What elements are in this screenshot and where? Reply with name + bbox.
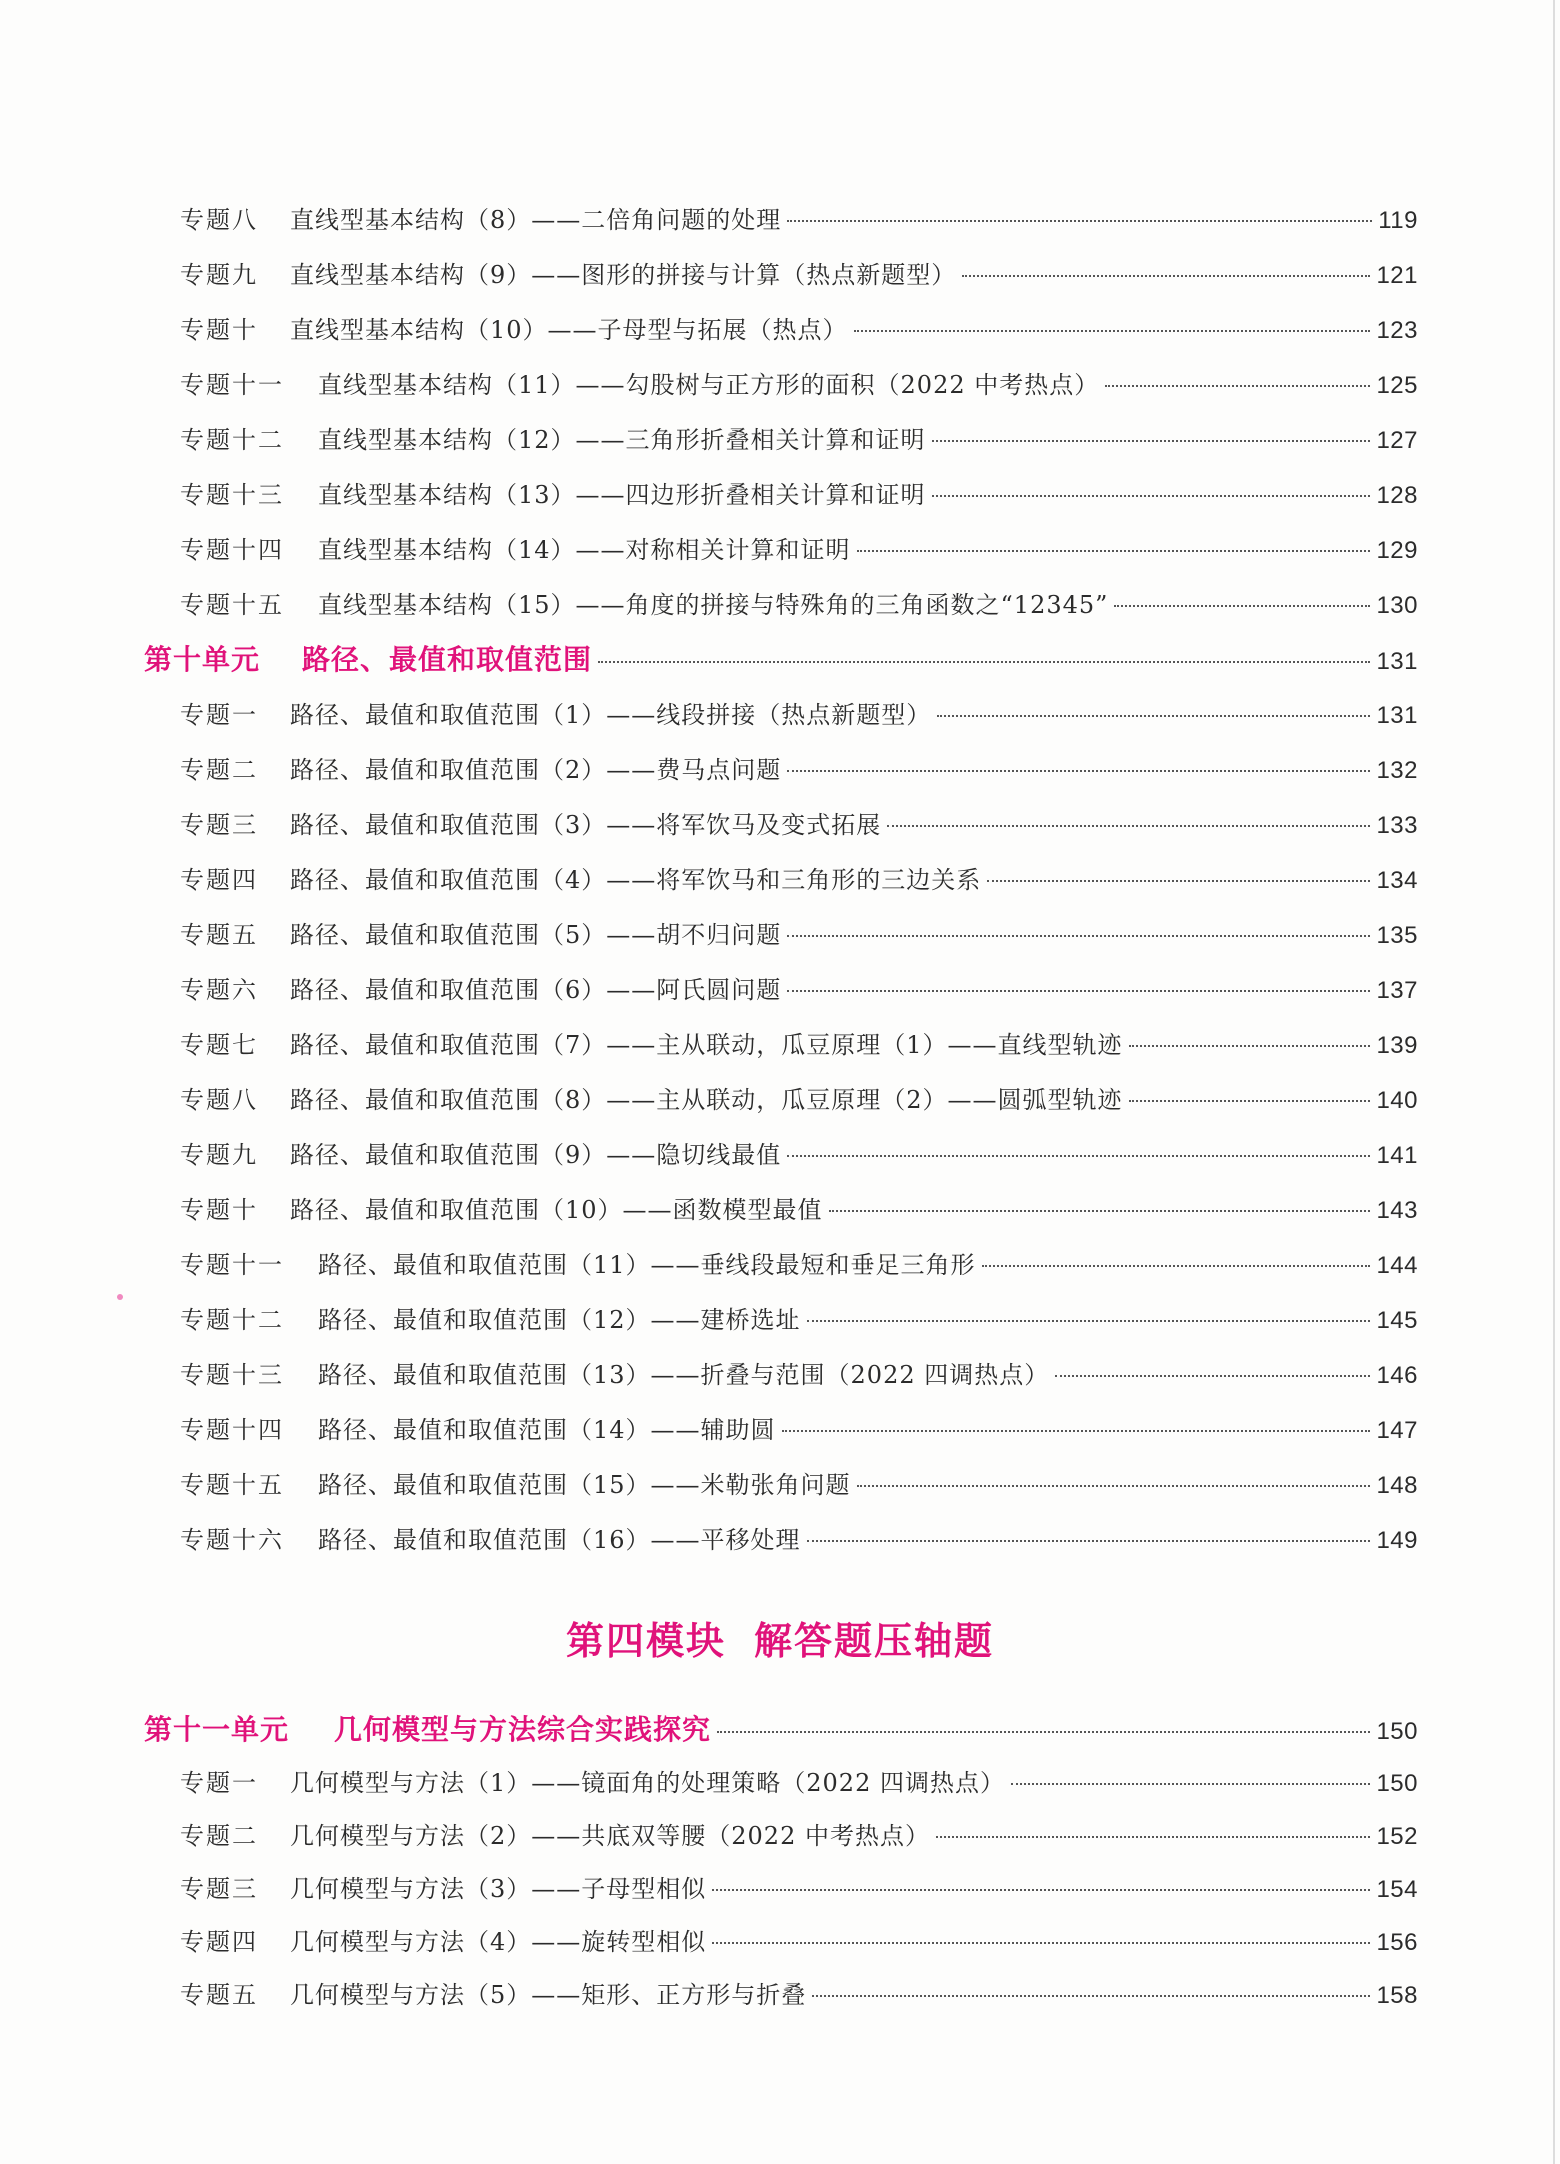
page-number: 150 [1376, 1770, 1418, 1797]
page-number: 146 [1376, 1362, 1418, 1389]
entry-label: 专题七 [180, 1031, 258, 1059]
toc-unit-entry[interactable] [0, 634, 1560, 686]
entry-title-line [290, 964, 1418, 1017]
entry-label: 第十一单元 [144, 1713, 290, 1746]
dot-leader [807, 1540, 1371, 1542]
dot-leader [887, 825, 1370, 827]
module-heading [0, 1610, 1560, 1665]
entry-title: 直线型基本结构（10）——子母型与拓展（热点） [290, 316, 848, 344]
entry-title: 直线型基本结构（9）——图形的拼接与计算（热点新题型） [290, 261, 957, 289]
entry-title: 路径、最值和取值范围（13）——折叠与范围（2022 四调热点） [318, 1361, 1050, 1389]
page-number: 131 [1376, 702, 1418, 729]
entry-label: 专题十四 [180, 1416, 284, 1444]
entry-title-line [318, 1404, 1418, 1457]
entry-title: 路径、最值和取值范围（3）——将军饮马及变式拓展 [290, 811, 882, 839]
toc-entry[interactable] [0, 1129, 1560, 1181]
dot-leader [1129, 1100, 1371, 1102]
toc-entry[interactable] [0, 359, 1560, 411]
toc-entry[interactable] [0, 249, 1560, 301]
dot-leader [787, 220, 1372, 222]
entry-title-line [290, 909, 1418, 962]
entry-label: 专题一 [180, 1769, 258, 1797]
entry-label: 专题九 [180, 1141, 258, 1169]
entry-label: 专题十一 [180, 371, 284, 399]
entry-title-line [318, 1349, 1418, 1402]
entry-label: 专题十四 [180, 536, 284, 564]
dot-leader [1129, 1045, 1371, 1047]
dot-leader [962, 275, 1370, 277]
entry-label: 专题八 [180, 206, 258, 234]
toc-entry[interactable] [0, 304, 1560, 356]
entry-label: 专题十六 [180, 1526, 284, 1554]
dot-leader [812, 1995, 1370, 1997]
entry-label: 专题五 [180, 921, 258, 949]
entry-title-line [302, 634, 1418, 688]
entry-title-line [318, 1294, 1418, 1347]
toc-entry[interactable] [0, 1757, 1560, 1809]
entry-title-line [318, 414, 1418, 467]
entry-title-line [318, 1239, 1418, 1292]
dot-leader [712, 1889, 1370, 1891]
entry-title: 路径、最值和取值范围（15）——米勒张角问题 [318, 1471, 851, 1499]
page-number: 158 [1376, 1982, 1418, 2009]
page-number: 141 [1376, 1142, 1418, 1169]
page-number: 149 [1376, 1527, 1418, 1554]
page-number: 152 [1376, 1823, 1418, 1850]
page-number: 128 [1376, 482, 1418, 509]
dot-leader [782, 1430, 1371, 1432]
entry-label: 专题十一 [180, 1251, 284, 1279]
page-number: 121 [1376, 262, 1418, 289]
entry-title-line [290, 249, 1418, 302]
dot-leader [829, 1210, 1371, 1212]
entry-label: 专题二 [180, 1822, 258, 1850]
toc-entry[interactable] [0, 1810, 1560, 1862]
page-number: 132 [1376, 757, 1418, 784]
entry-label: 专题十五 [180, 591, 284, 619]
page-number: 130 [1376, 592, 1418, 619]
entry-title-line [290, 1019, 1418, 1072]
entry-title-line [290, 1969, 1418, 2022]
page-number: 125 [1376, 372, 1418, 399]
entry-title: 路径、最值和取值范围（2）——费马点问题 [290, 756, 782, 784]
page-number: 150 [1376, 1718, 1418, 1745]
entry-title-line [318, 579, 1418, 632]
toc-entry[interactable] [0, 689, 1560, 741]
entry-title: 路径、最值和取值范围（6）——阿氏圆问题 [290, 976, 782, 1004]
entry-title: 路径、最值和取值范围（4）——将军饮马和三角形的三边关系 [290, 866, 982, 894]
entry-title-line [290, 1810, 1418, 1863]
dot-leader [1011, 1783, 1370, 1785]
toc-entry[interactable] [0, 1916, 1560, 1968]
dot-leader [787, 770, 1370, 772]
entry-title-line [290, 1757, 1418, 1810]
dot-leader [712, 1942, 1370, 1944]
page-number: 144 [1376, 1252, 1418, 1279]
dot-leader [987, 880, 1370, 882]
page-number: 119 [1378, 207, 1418, 234]
page-number: 154 [1376, 1876, 1418, 1903]
entry-label: 专题十二 [180, 1306, 284, 1334]
toc-entry[interactable] [0, 964, 1560, 1016]
toc-entry[interactable] [0, 1184, 1560, 1236]
entry-title-line [290, 689, 1418, 742]
entry-label: 专题十 [180, 316, 258, 344]
toc-entry[interactable] [0, 1459, 1560, 1511]
page-number: 137 [1376, 977, 1418, 1004]
entry-label: 专题一 [180, 701, 258, 729]
toc-entry[interactable] [0, 194, 1560, 246]
entry-label: 专题九 [180, 261, 258, 289]
entry-title: 直线型基本结构（15）——角度的拼接与特殊角的三角函数之“12345” [318, 591, 1109, 619]
page-number: 147 [1376, 1417, 1418, 1444]
page-number: 123 [1376, 317, 1418, 344]
page-number: 135 [1376, 922, 1418, 949]
entry-title-line [290, 854, 1418, 907]
entry-title-line [334, 1704, 1418, 1758]
dot-leader [807, 1320, 1371, 1322]
dot-leader [1055, 1375, 1370, 1377]
page-number: 143 [1376, 1197, 1418, 1224]
page-number: 156 [1376, 1929, 1418, 1956]
entry-title: 几何模型与方法（1）——镜面角的处理策略（2022 四调热点） [290, 1769, 1005, 1797]
entry-label: 专题四 [180, 866, 258, 894]
page-number: 145 [1376, 1307, 1418, 1334]
toc-entry[interactable] [0, 1239, 1560, 1291]
module-label: 第四模块 [565, 1618, 726, 1663]
toc-entry[interactable] [0, 414, 1560, 466]
entry-title: 路径、最值和取值范围（10）——函数模型最值 [290, 1196, 823, 1224]
entry-title-line [290, 1074, 1418, 1127]
dot-leader [787, 935, 1370, 937]
entry-label: 专题八 [180, 1086, 258, 1114]
entry-title-line [290, 744, 1418, 797]
toc-entry[interactable] [0, 1969, 1560, 2021]
dot-leader [937, 715, 1370, 717]
entry-title-line [290, 194, 1418, 247]
entry-title-line [290, 1863, 1418, 1916]
entry-label: 专题三 [180, 1875, 258, 1903]
entry-title: 直线型基本结构（13）——四边形折叠相关计算和证明 [318, 481, 926, 509]
dot-leader [932, 495, 1371, 497]
dot-leader [787, 990, 1370, 992]
entry-title: 路径、最值和取值范围（5）——胡不归问题 [290, 921, 782, 949]
dot-leader [854, 330, 1371, 332]
entry-title: 几何模型与方法（5）——矩形、正方形与折叠 [290, 1981, 807, 2009]
entry-title-line [290, 1184, 1418, 1237]
entry-title: 几何模型与方法综合实践探究 [334, 1713, 712, 1746]
toc-entry[interactable] [0, 579, 1560, 631]
toc-entry[interactable] [0, 799, 1560, 851]
entry-label: 专题十五 [180, 1471, 284, 1499]
dot-leader [982, 1265, 1371, 1267]
entry-title: 几何模型与方法（4）——旋转型相似 [290, 1928, 707, 1956]
page-number: 148 [1376, 1472, 1418, 1499]
entry-title: 路径、最值和取值范围（9）——隐切线最值 [290, 1141, 782, 1169]
entry-title: 直线型基本结构（11）——勾股树与正方形的面积（2022 中考热点） [318, 371, 1100, 399]
dot-leader [1105, 385, 1370, 387]
entry-label: 专题十 [180, 1196, 258, 1224]
toc-entry[interactable] [0, 744, 1560, 796]
page-number: 133 [1376, 812, 1418, 839]
dot-leader [932, 440, 1371, 442]
entry-title-line [290, 304, 1418, 357]
toc-entry[interactable] [0, 1404, 1560, 1456]
page-number: 140 [1376, 1087, 1418, 1114]
entry-title-line [290, 1129, 1418, 1182]
entry-title-line [290, 799, 1418, 852]
entry-title-line [318, 1459, 1418, 1512]
entry-label: 专题十三 [180, 481, 284, 509]
entry-title: 路径、最值和取值范围（11）——垂线段最短和垂足三角形 [318, 1251, 976, 1279]
entry-title: 直线型基本结构（12）——三角形折叠相关计算和证明 [318, 426, 926, 454]
page-number: 127 [1376, 427, 1418, 454]
dot-leader [717, 1731, 1370, 1733]
toc-entry[interactable] [0, 524, 1560, 576]
entry-title: 路径、最值和取值范围（16）——平移处理 [318, 1526, 801, 1554]
entry-title-line [318, 1514, 1418, 1567]
entry-label: 专题十三 [180, 1361, 284, 1389]
entry-title: 路径、最值和取值范围（7）——主从联动，瓜豆原理（1）——直线型轨迹 [290, 1031, 1123, 1059]
dot-leader [857, 550, 1371, 552]
page-number: 131 [1376, 648, 1418, 675]
dot-leader [1114, 605, 1370, 607]
entry-label: 专题十二 [180, 426, 284, 454]
entry-label: 第十单元 [144, 643, 261, 676]
entry-title: 直线型基本结构（14）——对称相关计算和证明 [318, 536, 851, 564]
page-number: 129 [1376, 537, 1418, 564]
dot-leader [857, 1485, 1371, 1487]
entry-title-line [290, 1916, 1418, 1969]
entry-label: 专题三 [180, 811, 258, 839]
entry-title: 路径、最值和取值范围（12）——建桥选址 [318, 1306, 801, 1334]
entry-title-line [318, 524, 1418, 577]
entry-title-line [318, 359, 1418, 412]
entry-title: 路径、最值和取值范围（1）——线段拼接（热点新题型） [290, 701, 932, 729]
page-number: 134 [1376, 867, 1418, 894]
entry-title: 路径、最值和取值范围 [302, 643, 593, 676]
entry-label: 专题二 [180, 756, 258, 784]
entry-title-line [318, 469, 1418, 522]
entry-title: 几何模型与方法（3）——子母型相似 [290, 1875, 707, 1903]
entry-title: 几何模型与方法（2）——共底双等腰（2022 中考热点） [290, 1822, 930, 1850]
module-title: 解答题压轴题 [754, 1618, 995, 1663]
toc-entry[interactable] [0, 469, 1560, 521]
toc-entry[interactable] [0, 1294, 1560, 1346]
entry-title: 直线型基本结构（8）——二倍角问题的处理 [290, 206, 782, 234]
entry-label: 专题四 [180, 1928, 258, 1956]
dot-leader [787, 1155, 1370, 1157]
entry-label: 专题五 [180, 1981, 258, 2009]
page-number: 139 [1376, 1032, 1418, 1059]
toc-entry[interactable] [0, 1863, 1560, 1915]
entry-title: 路径、最值和取值范围（14）——辅助圆 [318, 1416, 776, 1444]
toc-entry[interactable] [0, 1349, 1560, 1401]
entry-label: 专题六 [180, 976, 258, 1004]
toc-entry[interactable] [0, 1514, 1560, 1566]
toc-entry[interactable] [0, 909, 1560, 961]
toc-entry[interactable] [0, 1019, 1560, 1071]
dot-leader [936, 1836, 1370, 1838]
toc-entry[interactable] [0, 854, 1560, 906]
toc-entry[interactable] [0, 1074, 1560, 1126]
toc-unit-entry[interactable] [0, 1704, 1560, 1756]
entry-title: 路径、最值和取值范围（8）——主从联动，瓜豆原理（2）——圆弧型轨迹 [290, 1086, 1123, 1114]
dot-leader [598, 661, 1370, 663]
